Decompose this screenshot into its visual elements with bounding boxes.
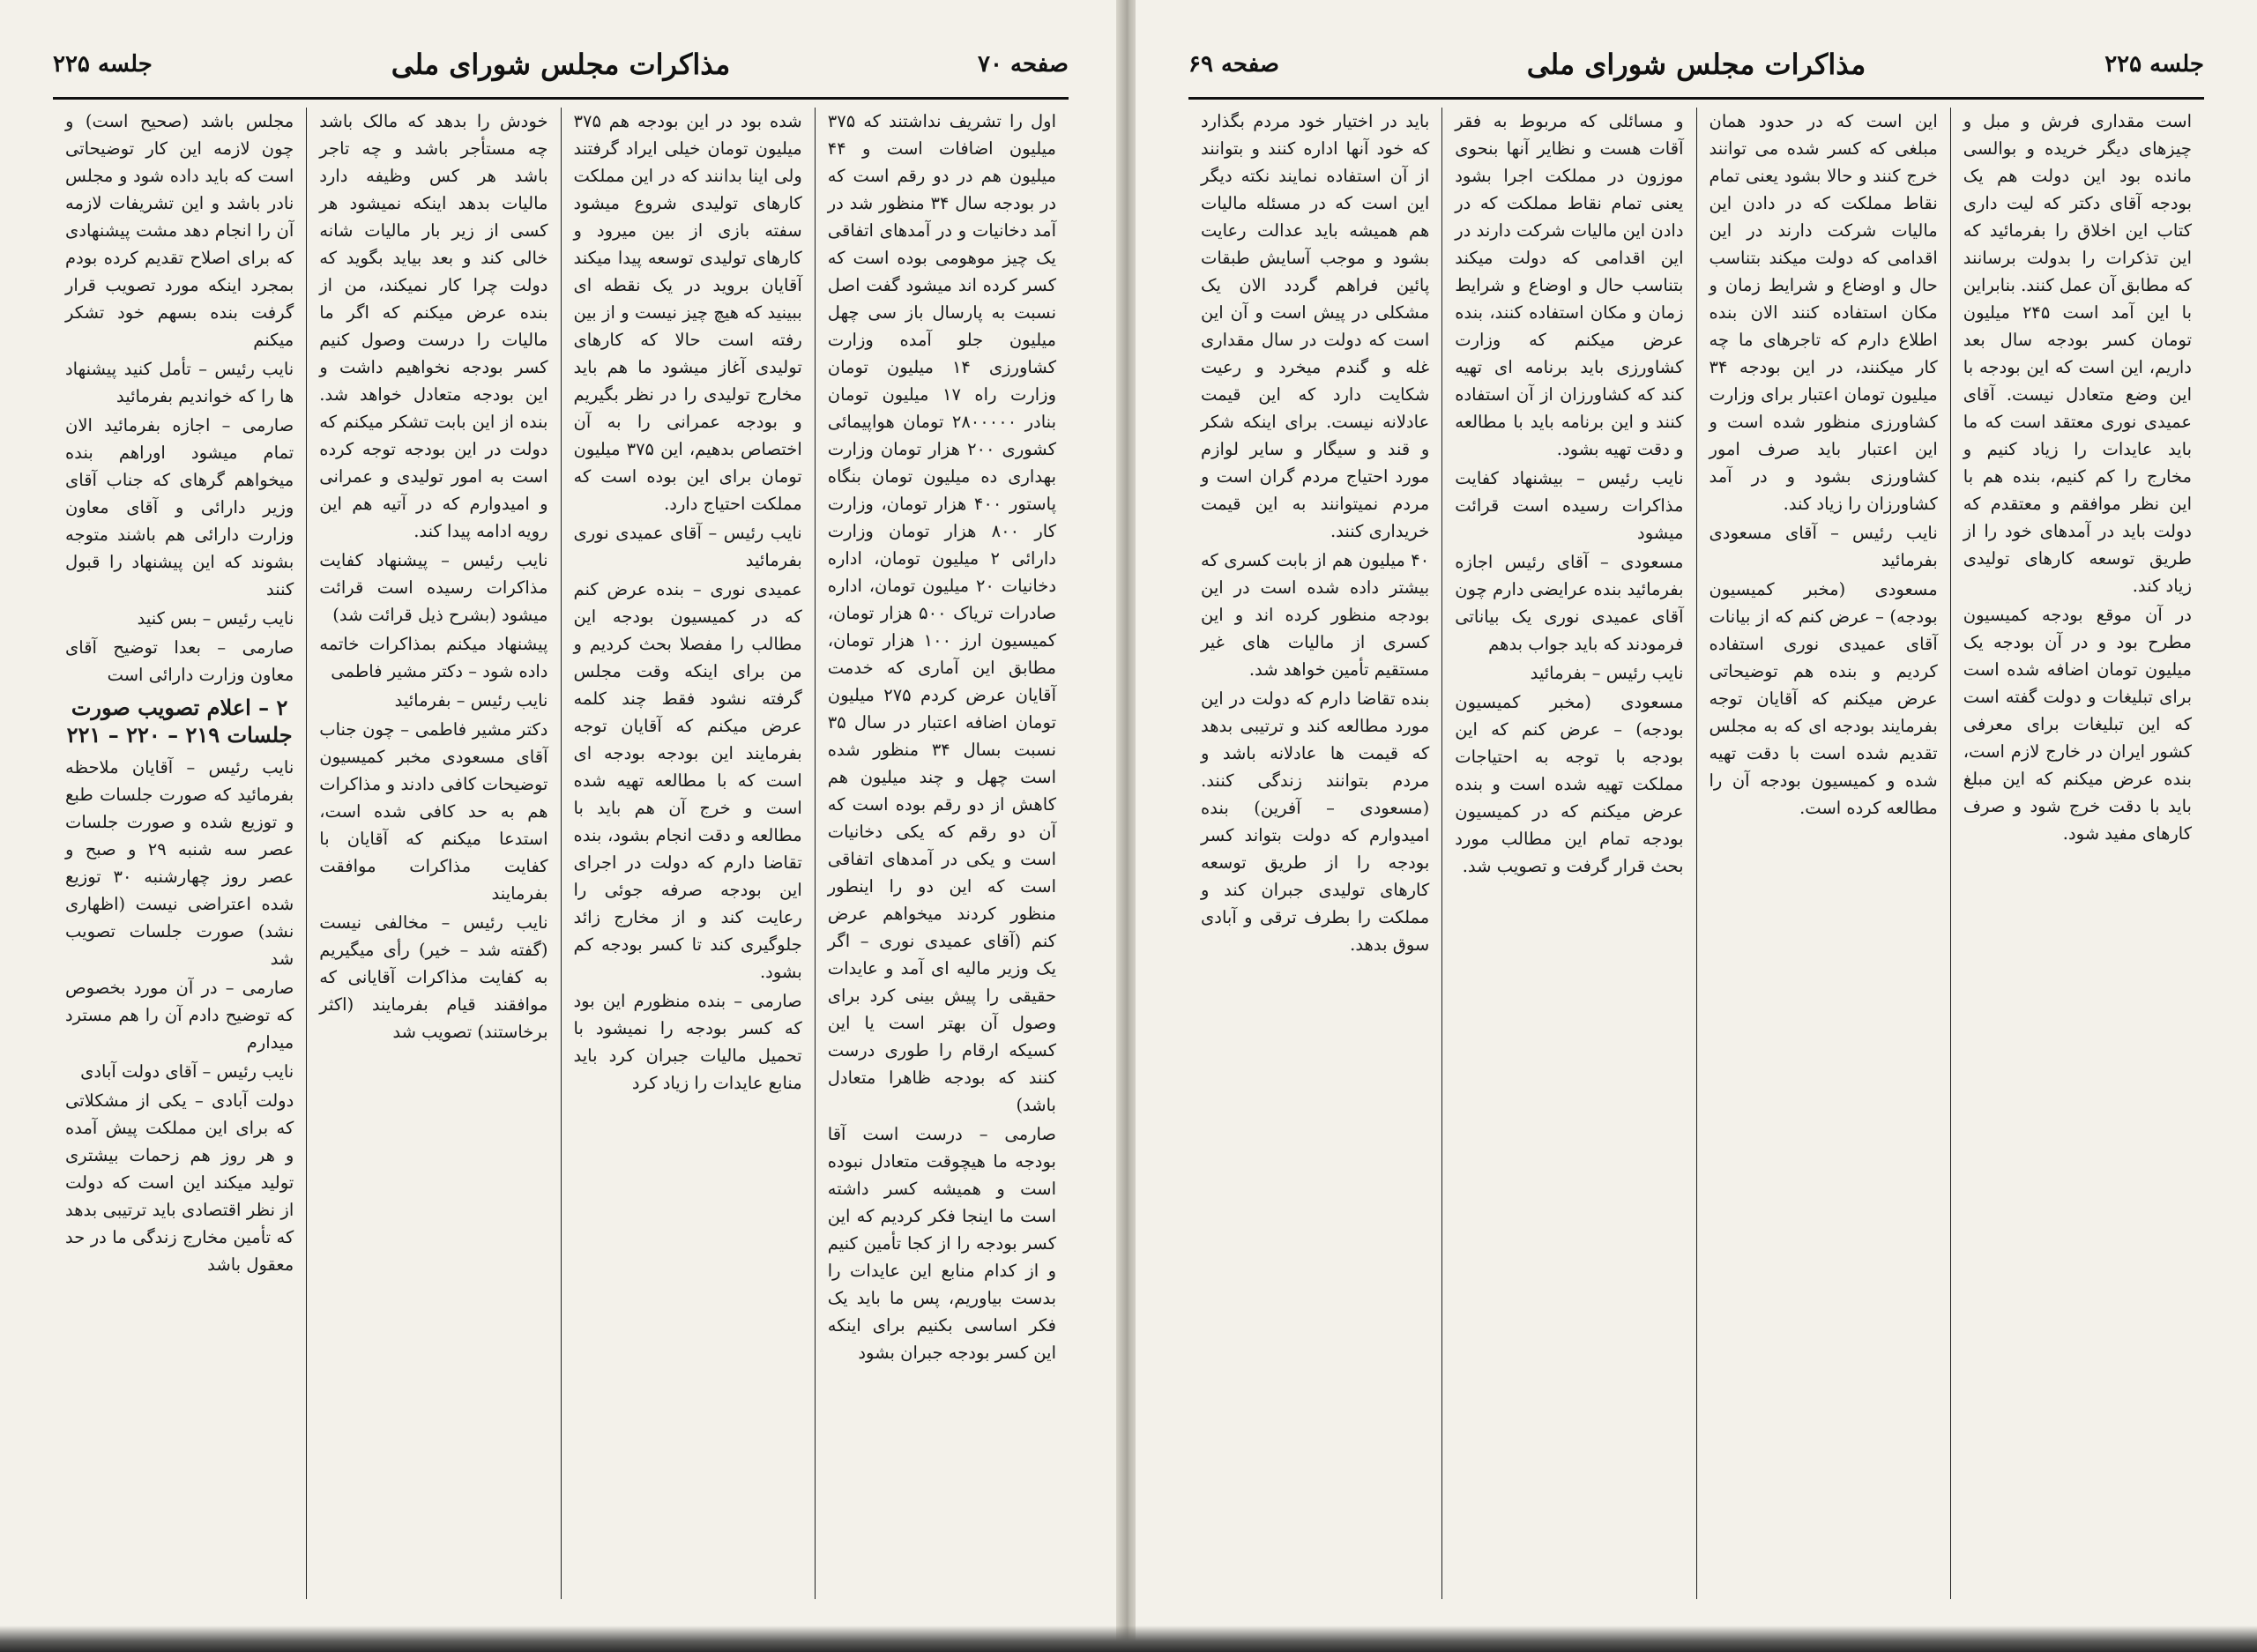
- paragraph: نایب رئیس – بس کنید: [137, 608, 294, 629]
- paragraph: صارمی – بعدا توضیح آقای معاون وزارت دارائی است: [65, 637, 294, 685]
- paragraph: صارمی – اجازه بفرمائید الان تمام میشود اوراهم بنده میخواهم گرهای که جناب آقای وزیر دارائی و آقای معاون وزارت دارائی هم باشند متوجه بشوند که این پیشنهاد را قبول کنند: [65, 415, 294, 599]
- left-page-column-3: [306, 108, 560, 1599]
- scan-bottom-edge: [0, 1626, 2257, 1652]
- paragraph: نایب رئیس – آقایان ملاحظه بفرمائید که صورت جلسات طبع و توزیع شده و صورت جلسات عصر سه شنبه ۲۹ و صبح و عصر روز چهارشنبه ۳۰ توزیع شده اعتراضی نیست (اظهاری نشد) صورت جلسات تصویب شد: [65, 757, 294, 969]
- paragraph: نایب رئیس – پیشنهاد کفایت مذاکرات رسیده است قرائت میشود (بشرح ذیل قرائت شد): [319, 550, 548, 625]
- right-page-column-3: [1441, 108, 1695, 1599]
- left-page-column-1: [815, 108, 1069, 1599]
- paragraph: ۲ – اعلام تصویب صورت جلسات ۲۱۹ – ۲۲۰ – ۲۲۱: [66, 695, 293, 748]
- paragraph: عمیدی نوری – بنده عرض کنم که در کمیسیون بودجه این مطالب را مفصلا بحث کردیم و من برای اینکه وقت مجلس گرفته نشود فقط چند کلمه عرض میکنم که آقایان توجه بفرمایند این بودجه بودجه ای است که با مطالعه تهیه شده است و خرج آن هم باید با مطالعه و دقت انجام بشود، بنده تقاضا دارم که دولت در اجرای این بودجه صرفه جوئی را رعایت کند و از مخارج زائد جلوگیری کند تا کسر بودجه کم بشود.: [573, 579, 802, 982]
- right-page-column-4: [1188, 108, 1441, 1599]
- left-page-number: صفحه ۷۰: [978, 51, 1069, 78]
- paragraph: باید در اختیار خود مردم بگذارد که خود آنها اداره کنند و بتوانند از آن استفاده نمایند نکته دیگر این است که در مسئله مالیات هم همیشه باید عدالت رعایت بشود و موجب آسایش طبقات پائین فراهم گردد الان یک مشکلی در پیش است و آن این است که دولت در سال مقداری غله و گندم میخرد و رعیت شکایت دارد که این قیمت عادلانه نیست. برای اینکه شکر و قند و سیگار و سایر لوازم مورد احتیاج مردم گران است و مردم نمیتوانند به این قیمت خریداری کنند.: [1201, 111, 1430, 541]
- left-page-header: [53, 35, 1069, 100]
- paragraph: خودش را بدهد که مالک باشد چه مستأجر باشد و چه تاجر باشد هر کس وظیفه دارد مالیات بدهد اینکه نمیشود هر کسی از زیر بار مالیات شانه خالی کند و بعد بیاید بگوید که دولت چرا کار نمیکند، من از بنده عرض میکنم که اگر ما مالیات را درست وصول کنیم کسر بودجه نخواهیم داشت و این بودجه متعادل خواهد شد. بنده از این بابت تشکر میکنم که دولت در این بودجه توجه کرده است به امور تولیدی و عمرانی و امیدوارم که در آتیه هم این رویه ادامه پیدا کند.: [319, 111, 548, 541]
- paragraph: نایب رئیس – آقای مسعودی بفرمائید: [1709, 523, 1938, 570]
- paragraph: بنده تقاضا دارم که دولت در این مورد مطالعه کند و ترتیبی بدهد که قیمت ها عادلانه باشد و مردم بتوانند زندگی کنند. (مسعودی – آفرین) بنده امیدوارم که دولت بتواند کسر بودجه را از طریق توسعه کارهای تولیدی جبران کند و مملکت را بطرف ترقی و آبادی سوق بدهد.: [1201, 688, 1430, 955]
- paragraph: نایب رئیس – بفرمائید: [394, 690, 548, 711]
- paragraph: نایب رئیس – آقای عمیدی نوری بفرمائید: [573, 523, 802, 570]
- paragraph: نایب رئیس – بیشنهاد کفایت مذاکرات رسیده است قرائت میشود: [1455, 468, 1684, 543]
- right-page-columns: [1188, 108, 2204, 1599]
- right-page: [1136, 0, 2257, 1652]
- paragraph: و مسائلی که مربوط به فقر آقات هست و نظایر آنها بنحوی موزون در مملکت اجرا بشود یعنی تمام نقاط مملکت که در دادن این مالیات شرکت دارند در این اقدامی که دولت میکند بتناسب حال و اوضاع و شرایط زمان و مکان استفاده کنند، بنده عرض میکنم که وزارت کشاورزی باید برنامه ای تهیه کند که کشاورزان از آن استفاده کنند و این برنامه باید با مطالعه و دقت تهیه بشود.: [1455, 111, 1684, 459]
- paragraph: است مقداری فرش و مبل و چیزهای دیگر خریده و بوالسی مانده بود این دولت هم یک بودجه آقای دکتر که لیت داری کتاب این اخلاق را بفرمائید که این تذکرات را بدولت برسانند که مطابق آن عمل کنند. بنابراین با این آمد است ۲۴۵ میلیون تومان کسر بودجه سال بعد داریم، این است که این بودجه با این وضع متعادل نیست. آقای عمیدی نوری معتقد است که ما باید عایدات را زیاد کنیم و مخارج را کم کنیم، بنده هم با این نظر موافقم و معتقدم که دولت باید در آمدهای خود را از طریق توسعه کارهای تولیدی زیاد کند.: [1963, 111, 2192, 596]
- right-session-label: جلسه ۲۲۵: [2104, 51, 2204, 78]
- paragraph: صارمی – درست است آقا بودجه ما هیچوقت متعادل نبوده است و همیشه کسر داشته است ما اینجا فکر کردیم که این کسر بودجه را از کجا تأمین کنیم و از کدام منابع این عایدات را بدست بیاوریم، پس ما باید یک فکر اساسی بکنیم برای اینکه این کسر بودجه جبران بشود: [827, 1124, 1056, 1363]
- paragraph: اول را تشریف نداشتند که ۳۷۵ میلیون اضافات است و ۴۴ میلیون هم در دو رقم است که در بودجه سال ۳۴ منظور شد در آمد دخانیات و در آمدهای اتفاقی یک چیز موهومی بوده است که کسر کرده اند میشود گفت اصل نسبت به پارسال باز سی چهل میلیون جلو آمده وزارت کشاورزی ۱۴ میلیون تومان وزارت راه ۱۷ میلیون تومان بنادر ۲۸۰۰۰۰۰ تومان هواپیمائی کشوری ۲۰۰ هزار تومان وزارت بهداری ده میلیون تومان بنگاه پاستور ۴۰۰ هزار تومان، وزارت کار ۸۰۰ هزار تومان وزارت دارائی ۲ میلیون تومان، اداره دخانیات ۲۰ میلیون تومان، اداره صادرات تریاک ۵۰۰ هزار تومان، کمیسیون ارز ۱۰۰ هزار تومان، مطابق این آماری که خدمت آقایان عرض کردم ۲۷۵ میلیون تومان اضافه اعتبار در سال ۳۵ نسبت بسال ۳۴ منظور شده است چهل و چند میلیون هم کاهش از دو رقم بوده است که آن دو رقم که یکی دخانیات است و یکی در آمدهای اتفاقی است که این دو را اینطور منظور کردند میخواهم عرض کنم (آقای عمیدی نوری – اگر یک وزیر مالیه ای آمد و عایدات حقیقی را پیش بینی کرد برای وصول آن بهتر است یا این کسیکه ارقام را طوری درست کنند که بودجه ظاهرا متعادل باشد): [827, 111, 1057, 1115]
- right-page-number: صفحه ۶۹: [1188, 51, 1279, 78]
- paragraph: شده بود در این بودجه هم ۳۷۵ میلیون تومان خیلی ایراد گرفتند ولی اینا بدانند که در این مملکت کارهای تولیدی شروع میشود سفته بازی از بین میرود و کارهای تولیدی توسعه پیدا میکند آقایان بروید در یک نقطه ای ببینید که هیچ چیز نیست و از بین رفته است حالا که کارهای تولیدی آغاز میشود ما هم باید مخارج تولیدی را در نظر بگیریم و بودجه عمرانی را به آن اختصاص بدهیم، این ۳۷۵ میلیون تومان برای این بوده است که مملکت احتیاج دارد.: [573, 111, 802, 514]
- right-page-column-1: [1950, 108, 2204, 1599]
- paragraph: این است که در حدود همان مبلغی که کسر شده می توانند خرج کنند و حالا بشود یعنی تمام نقاط مملکت که در دادن این مالیات شرکت دارند در این اقدامی که دولت میکند بتناسب حال و اوضاع و شرایط زمان و مکان استفاده کنند الان بنده اطلاع دارم که تاجرهای ما چه کار میکنند، در این بودجه ۳۴ میلیون تومان اعتبار برای وزارت کشاورزی منظور شده است و این اعتبار باید صرف امور کشاورزی بشود و در آمد کشاورزان را زیاد کند.: [1709, 111, 1938, 514]
- paragraph: مسعودی (مخبر کمیسیون بودجه) – عرض کنم که از بیانات آقای عمیدی نوری استفاده کردیم و بنده هم توضیحاتی عرض میکنم که آقایان توجه بفرمایند بودجه ای که به مجلس تقدیم شده است با دقت تهیه شده و کمیسیون بودجه آن را مطالعه کرده است.: [1709, 579, 1938, 818]
- paragraph: در آن موقع بودجه کمیسیون مطرح بود و در آن بودجه یک میلیون تومان اضافه شده است برای تبلیغات و دولت گفته است که این تبلیغات برای معرفی کشور ایران در خارج لازم است، بنده عرض میکنم که این مبلغ باید با دقت خرج شود و صرف کارهای مفید شود.: [1963, 605, 2192, 844]
- paragraph: صارمی – در آن مورد بخصوص که توضیح دادم آن را هم مسترد میدارم: [65, 978, 294, 1053]
- right-page-header: [1188, 35, 2204, 100]
- paragraph: دولت آبادی – یکی از مشکلاتی که برای این مملکت پیش آمده و هر روز هم زحمات بیشتری تولید میکند این است که دولت از نظر اقتصادی باید ترتیبی بدهد که تأمین مخارج زندگی ما در حد معقول باشد: [65, 1090, 294, 1275]
- left-page-title: مذاکرات مجلس شورای ملی: [391, 48, 731, 81]
- paragraph: مسعودی – آقای رئیس اجازه بفرمائید بنده عرایضی دارم چون آقای عمیدی نوری یک بیاناتی فرمودند که باید جواب بدهم: [1455, 552, 1684, 654]
- paragraph: مجلس باشد (صحیح است) و چون لازمه این کار توضیحاتی است که باید داده شود و مجلس نادر باشد و این تشریفات لازمه آن را انجام دهد مشت پیشنهادی که برای اصلاح تقدیم کرده بودم بمجرد اینکه مورد تصویب قرار گرفت بنده بسهم خود تشکر میکنم: [65, 111, 294, 350]
- right-page-column-2: [1696, 108, 1950, 1599]
- paragraph: نایب رئیس – مخالفی نیست (گفته شد – خیر) رأی میگیریم به کفایت مذاکرات آقایانی که موافقند قیام بفرمایند (اکثر برخاستند) تصویب شد: [319, 912, 548, 1042]
- paragraph: نایب رئیس – تأمل کنید پیشنهاد ها را که خواندیم بفرمائید: [65, 359, 294, 406]
- paragraph: ۴۰ میلیون هم از بابت کسری که بیشتر داده شده است در این بودجه منظور کرده اند و این کسری از مالیات های غیر مستقیم تأمین خواهد شد.: [1201, 550, 1430, 680]
- paragraph: نایب رئیس – آقای دولت آبادی: [80, 1061, 294, 1082]
- paragraph: پیشنهاد میکنم بمذاکرات خاتمه داده شود – دکتر مشیر فاطمی: [319, 634, 548, 681]
- left-page-columns: [53, 108, 1069, 1599]
- left-page-column-4: [53, 108, 306, 1599]
- paragraph: مسعودی (مخبر کمیسیون بودجه) – عرض کنم که این بودجه با توجه به احتیاجات مملکت تهیه شده است و بنده عرض میکنم که در کمیسیون بودجه تمام این مطالب مورد بحث قرار گرفت و تصویب شد.: [1455, 692, 1684, 876]
- left-page-column-2: [561, 108, 815, 1599]
- left-session-label: جلسه ۲۲۵: [53, 51, 153, 78]
- paragraph: صارمی – بنده منظورم این بود که کسر بودجه را نمیشود با تحمیل مالیات جبران کرد باید منابع عایدات را زیاد کرد: [573, 991, 802, 1093]
- right-page-title: مذاکرات مجلس شورای ملی: [1526, 48, 1866, 81]
- left-page: [0, 0, 1121, 1652]
- paragraph: دکتر مشیر فاطمی – چون جناب آقای مسعودی مخبر کمیسیون توضیحات کافی دادند و مذاکرات هم به حد کافی شده است، استدعا میکنم که آقایان با کفایت مذاکرات موافقت بفرمایند: [319, 719, 548, 904]
- paragraph: نایب رئیس – بفرمائید: [1530, 663, 1684, 683]
